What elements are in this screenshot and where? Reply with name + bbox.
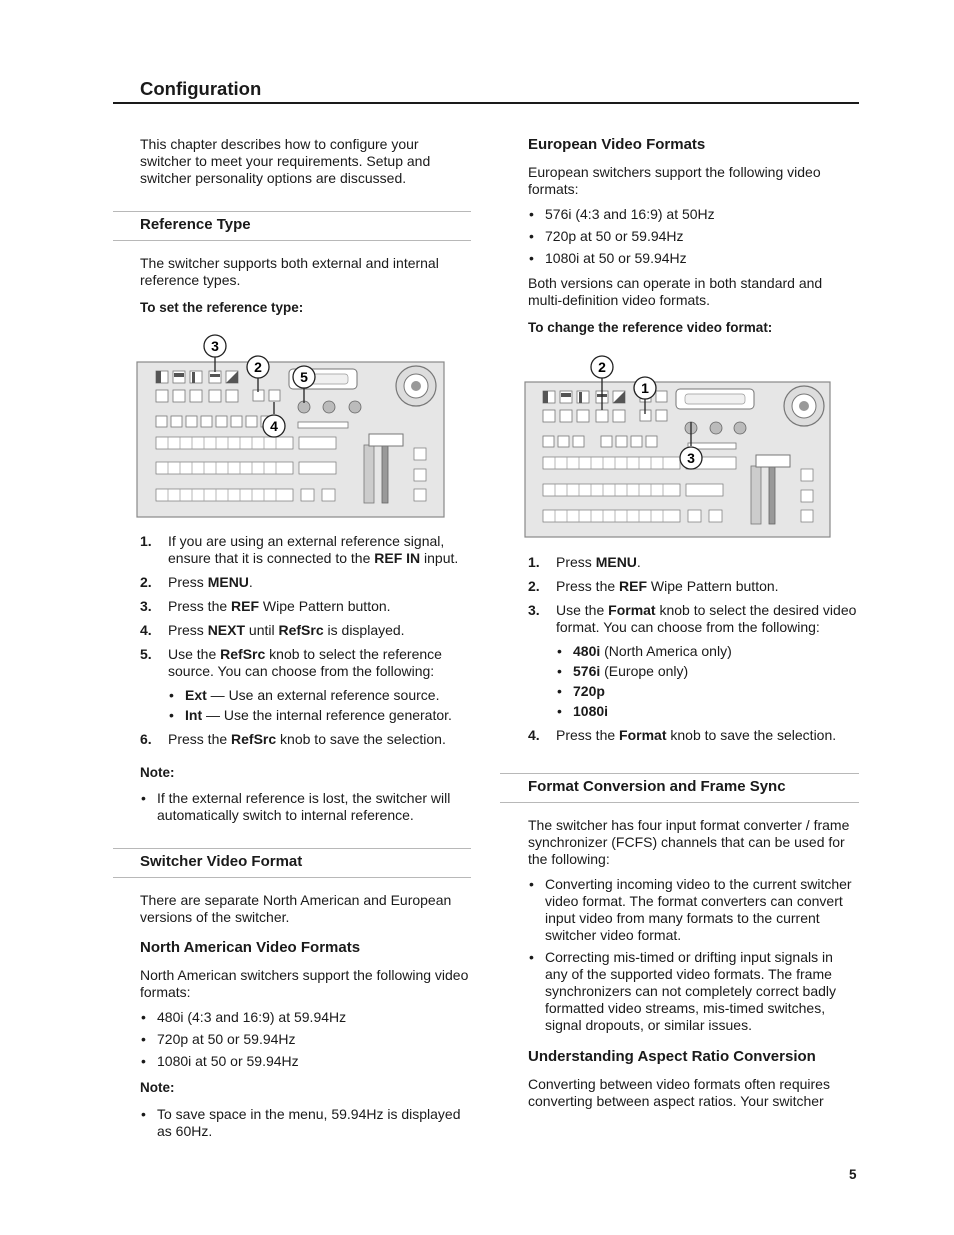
- step-2: 2. Press MENU.: [140, 574, 253, 590]
- section-rule: [113, 877, 471, 878]
- format-item: • 1080i at 50 or 59.94Hz: [140, 1053, 460, 1070]
- callout-label: 5: [300, 369, 308, 385]
- section-heading-switcher-video-format: Switcher Video Format: [140, 853, 303, 870]
- format-steps: [528, 554, 858, 751]
- note-label: Note:: [140, 1080, 175, 1095]
- format-item: • 480i (4:3 and 16:9) at 59.94Hz: [140, 1009, 460, 1026]
- section-rule: [113, 211, 471, 212]
- section-rule: [113, 240, 471, 241]
- section-rule: [113, 848, 471, 849]
- callout-label: 3: [687, 450, 695, 466]
- step-4: 4. Press NEXT until RefSrc is displayed.: [140, 622, 405, 638]
- option-576i: • 576i (Europe only): [556, 663, 858, 680]
- section-rule: [500, 773, 859, 774]
- control-panel-diagram: [523, 352, 835, 540]
- fcfs-item: • Converting incoming video to the current switcher video format. The format converters can convert input video from many formats to the current switcher video format.: [528, 876, 858, 944]
- section-heading-reference-type: Reference Type: [140, 216, 251, 233]
- step-4: 4. Press the Format knob to save the selection.: [528, 727, 837, 743]
- step-1: 1. Press MENU.: [528, 554, 641, 570]
- note-list: [140, 1106, 470, 1145]
- chapter-title: Configuration: [140, 78, 262, 99]
- step-1: 1. If you are using an external reference signal, ensure that it is connected to the REF IN input.: [140, 533, 459, 566]
- format-item: • 720p at 50 or 59.94Hz: [528, 228, 848, 245]
- option-int: • Int — Use the internal reference generator.: [168, 707, 470, 724]
- north-american-formats: [140, 1009, 460, 1075]
- section-heading-fcfs: Format Conversion and Frame Sync: [528, 778, 786, 795]
- note-list: [140, 790, 460, 829]
- page-number: 5: [849, 1167, 857, 1182]
- fcfs-uses: [528, 876, 858, 1039]
- callout-label: 2: [598, 359, 606, 375]
- fcfs-body: The switcher has four input format converter / frame synchronizer (FCFS) channels that can be used for the following:: [528, 817, 850, 867]
- callout-label: 4: [270, 418, 278, 434]
- procedure-heading: To set the reference type:: [140, 300, 304, 315]
- procedure-heading: To change the reference video format:: [528, 320, 773, 335]
- european-formats: [528, 206, 848, 272]
- note-item: • If the external reference is lost, the switcher will automatically switch to internal reference.: [140, 790, 460, 824]
- subheading-aspect-ratio: Understanding Aspect Ratio Conversion: [528, 1048, 816, 1065]
- section-rule: [500, 802, 859, 803]
- reference-source-options: [168, 687, 470, 724]
- format-options: [556, 643, 858, 720]
- format-item: • 720p at 50 or 59.94Hz: [140, 1031, 460, 1048]
- north-american-body: North American switchers support the following video formats:: [140, 967, 469, 1000]
- option-ext: • Ext — Use an external reference source.: [168, 687, 470, 704]
- subheading-north-american: North American Video Formats: [140, 939, 361, 956]
- subheading-european: European Video Formats: [528, 136, 706, 153]
- option-480i: • 480i (North America only): [556, 643, 858, 660]
- step-6: 6. Press the RefSrc knob to save the selection.: [140, 731, 446, 747]
- chapter-rule: [113, 102, 859, 104]
- step-2: 2. Press the REF Wipe Pattern button.: [528, 578, 779, 594]
- step-3: 3. Use the Format knob to select the desired video format. You can choose from the following: • 480i (North America only) • 576i (Europe only) • 720p • 1080i: [528, 602, 858, 720]
- option-720p: • 720p: [556, 683, 858, 700]
- european-body: European switchers support the following video formats:: [528, 164, 821, 197]
- option-1080i: • 1080i: [556, 703, 858, 720]
- european-body-2: Both versions can operate in both standard and multi-definition video formats.: [528, 275, 823, 308]
- step-3: 3. Press the REF Wipe Pattern button.: [140, 598, 391, 614]
- note-item: • To save space in the menu, 59.94Hz is displayed as 60Hz.: [140, 1106, 470, 1140]
- reference-type-steps: [140, 533, 470, 755]
- fcfs-item: • Correcting mis-timed or drifting input signals in any of the supported video formats. The frame synchronizers can not completely correct badly formatted video streams, mis-timed switches, signal dropouts, or similar issues.: [528, 949, 858, 1034]
- video-format-body: There are separate North American and European versions of the switcher.: [140, 892, 452, 925]
- note-label: Note:: [140, 765, 175, 780]
- format-item: • 576i (4:3 and 16:9) at 50Hz: [528, 206, 848, 223]
- callout-label: 2: [254, 359, 262, 375]
- aspect-ratio-body: Converting between video formats often requires converting between aspect ratios. Your switcher: [528, 1076, 830, 1109]
- step-5: 5. Use the RefSrc knob to select the reference source. You can choose from the following: • Ext — Use an external reference source. • Int — Use the internal reference generator.: [140, 646, 470, 724]
- control-panel-diagram: [136, 332, 448, 520]
- callout-label: 3: [211, 338, 219, 354]
- callout-label: 1: [641, 380, 649, 396]
- intro-paragraph: This chapter describes how to configure your switcher to meet your requirements. Setup and switcher personality options are discussed.: [140, 136, 431, 186]
- reference-type-body: The switcher supports both external and internal reference types.: [140, 255, 439, 288]
- format-item: • 1080i at 50 or 59.94Hz: [528, 250, 848, 267]
